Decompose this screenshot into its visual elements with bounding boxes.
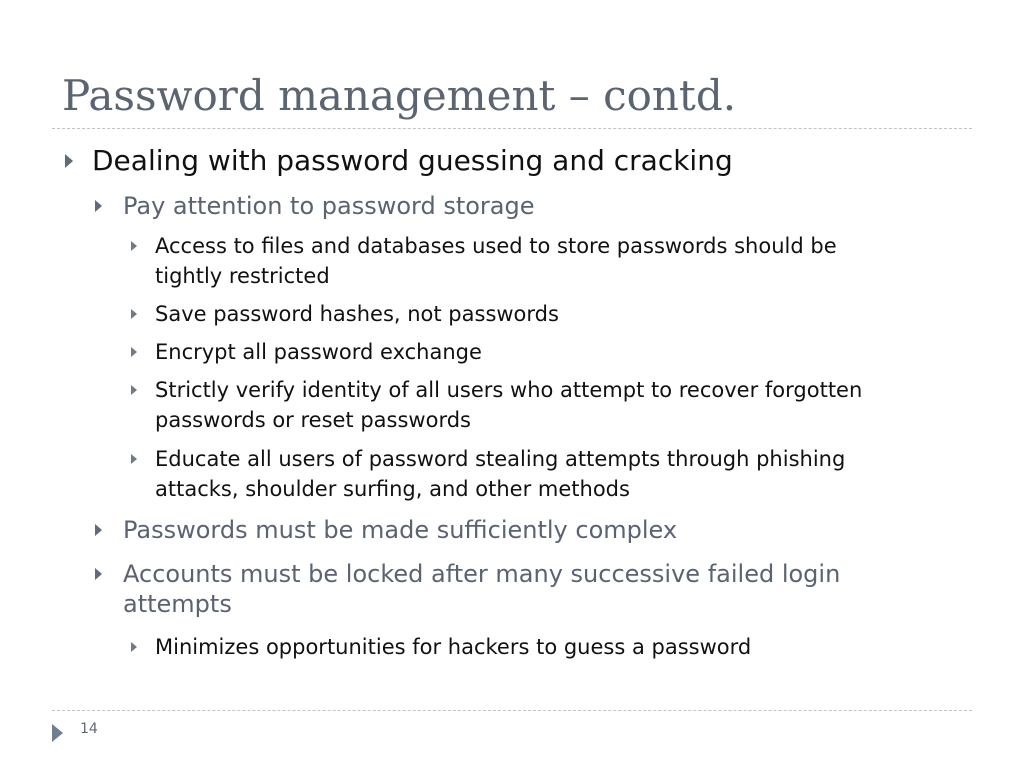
bullet-storage-item-2-text: Save password hashes, not passwords: [155, 302, 559, 326]
footer-arrow-icon: [52, 724, 63, 742]
bullet-complex: [123, 515, 677, 545]
bullet-storage-item-4: [155, 375, 862, 435]
bullet-storage-item-5-line-2: attacks, shoulder surfing, and other methods: [155, 477, 630, 501]
bullet-storage-item-5-line-1: Educate all users of password stealing attempts through phishing: [155, 447, 846, 471]
bullet-arrow-icon: [95, 200, 102, 212]
bullet-arrow-icon: [131, 309, 137, 319]
bullet-minimizes-text: Minimizes opportunities for hackers to guess a password: [155, 635, 752, 659]
page-number: 14: [80, 721, 98, 737]
bullet-storage-item-5: [155, 444, 845, 504]
bullet-storage-item-1: [155, 231, 837, 291]
bullet-arrow-icon: [131, 241, 137, 251]
bullet-arrow-icon: [65, 154, 73, 168]
bullet-locked: [123, 559, 840, 619]
bullet-storage: [123, 191, 535, 221]
bullet-locked-line-1: Accounts must be locked after many successive failed login: [123, 560, 841, 588]
bullet-storage-item-3: [155, 337, 482, 367]
bullet-arrow-icon: [95, 524, 102, 536]
bullet-complex-text: Passwords must be made sufficiently complex: [123, 516, 678, 544]
bullet-locked-line-2: attempts: [123, 590, 232, 618]
bullet-storage-item-4-line-2: passwords or reset passwords: [155, 408, 471, 432]
bullet-main-text: Dealing with password guessing and cracking: [92, 144, 733, 177]
slide-title: Password management – contd.: [62, 71, 737, 120]
bullet-storage-item-3-text: Encrypt all password exchange: [155, 340, 482, 364]
bullet-arrow-icon: [131, 454, 137, 464]
bullet-arrow-icon: [95, 568, 102, 580]
bullet-arrow-icon: [131, 385, 137, 395]
bullet-storage-item-4-line-1: Strictly verify identity of all users who attempt to recover forgotten: [155, 378, 863, 402]
bullet-arrow-icon: [131, 347, 137, 357]
bullet-storage-item-1-line-2: tightly restricted: [155, 264, 330, 288]
bullet-arrow-icon: [131, 642, 137, 652]
bullet-storage-text: Pay attention to password storage: [123, 192, 535, 220]
footer-divider: [52, 710, 972, 711]
bullet-storage-item-2: [155, 299, 559, 329]
bullet-storage-item-1-line-1: Access to files and databases used to store passwords should be: [155, 234, 837, 258]
bullet-minimizes: [155, 632, 751, 662]
bullet-main: [92, 144, 733, 178]
